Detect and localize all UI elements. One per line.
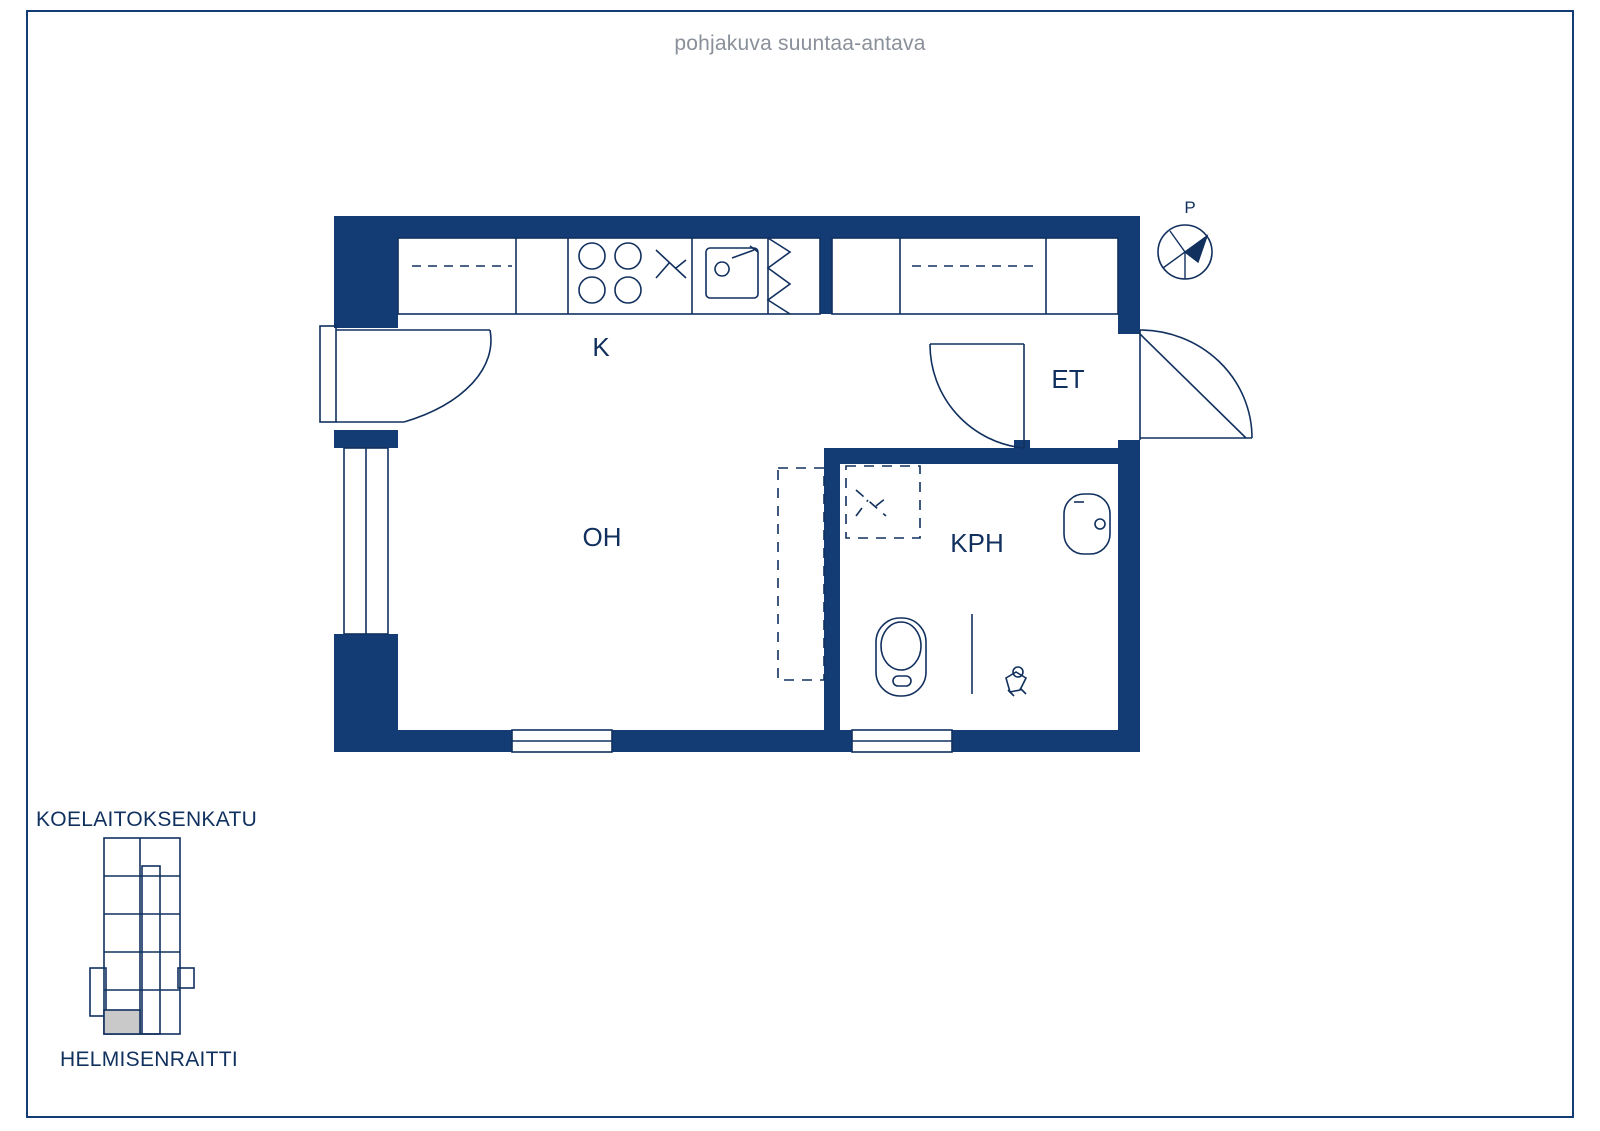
walls	[334, 216, 1140, 752]
room-label-oh: OH	[582, 522, 622, 552]
room-label-et: ET	[1051, 364, 1085, 394]
interior-linework	[320, 238, 1252, 752]
compass-north-label: P	[1184, 198, 1196, 217]
site-street-label-top: KOELAITOKSENKATU	[36, 808, 258, 831]
site-map	[90, 838, 194, 1034]
page-caption: pohjakuva suuntaa-antava	[674, 32, 926, 55]
room-label-kph: KPH	[950, 528, 1004, 558]
site-street-label-bottom: HELMISENRAITTI	[60, 1048, 239, 1071]
room-label-k: K	[592, 332, 610, 362]
compass-rose	[1158, 198, 1212, 279]
